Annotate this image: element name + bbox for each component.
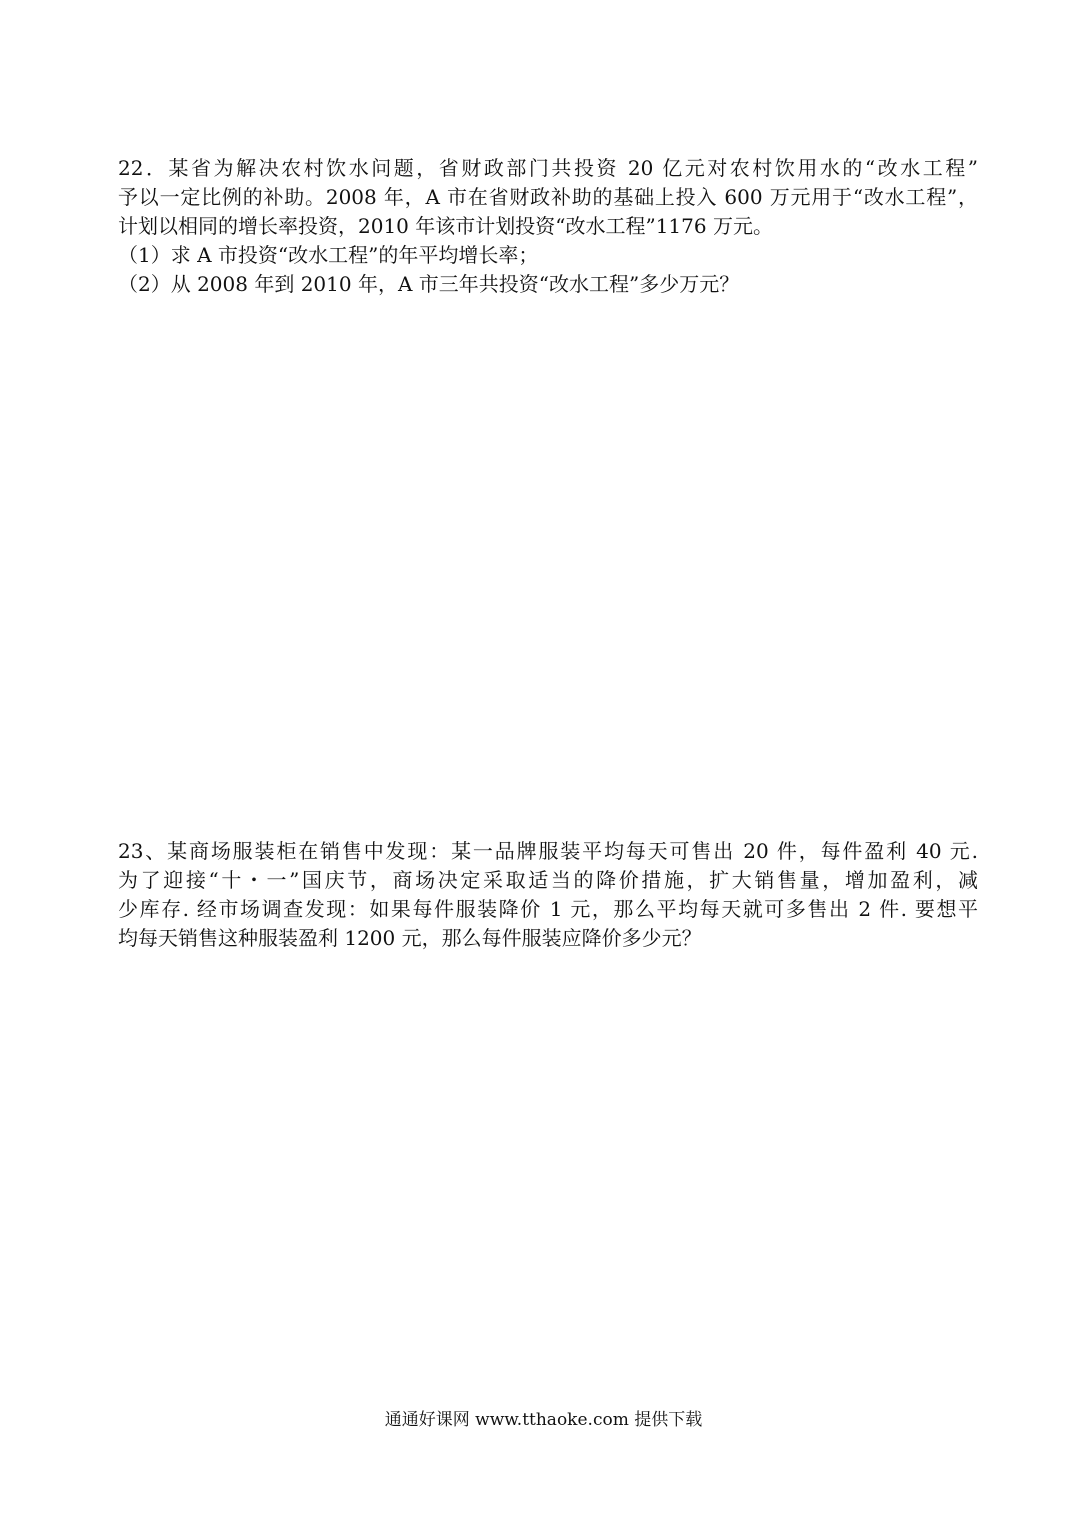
question-23-line-1: 23、某商场服装柜在销售中发现：某一品牌服装平均每天可售出 20 件，每件盈利 40 元. [118,839,978,863]
question-22-part-1: （1）求 A 市投资“改水工程”的年平均增长率； [118,243,539,267]
question-22-line-3: 计划以相同的增长率投资，2010 年该市计划投资“改水工程”1176 万元。 [118,214,773,238]
question-23-line-4: 均每天销售这种服装盈利 1200 元，那么每件服装应降价多少元？ [118,926,702,950]
question-23 [118,837,978,953]
question-22-line-2: 予以一定比例的补助。2008 年，A 市在省财政补助的基础上投入 600 万元用于“改水工程”， [118,185,978,209]
question-23-line-2: 为了迎接“十・一”国庆节，商场决定采取适当的降价措施，扩大销售量，增加盈利，减 [118,868,978,892]
question-22-part-2: （2）从 2008 年到 2010 年，A 市三年共投资“改水工程”多少万元？ [118,272,740,296]
question-22 [118,154,978,299]
question-23-line-3: 少库存. 经市场调查发现：如果每件服装降价 1 元，那么平均每天就可多售出 2 件. 要想平 [118,897,978,921]
page-footer: 通通好课网 www.tthaoke.com 提供下载 [384,1410,703,1430]
question-22-line-1: 22．某省为解决农村饮水问题，省财政部门共投资 20 亿元对农村饮用水的“改水工程” [118,156,978,180]
